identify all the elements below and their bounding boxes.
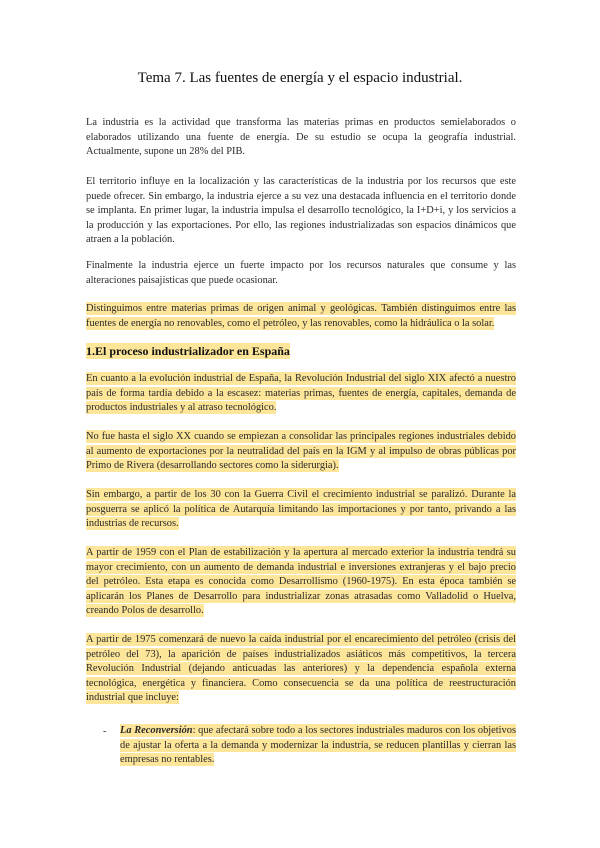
paragraph-section-5 — [86, 633, 516, 706]
paragraph-section-3 — [86, 488, 516, 532]
paragraph-section-2 — [86, 430, 516, 474]
bullet-item — [120, 724, 516, 768]
highlight: En cuanto a la evolución industrial de España, la Revolución Industrial del siglo XIX afectó a nuestro país de forma tardía debido a la escasez: materias primas, fuentes de energía, capitales, demanda de productos industriales y al atraso tecnológico. — [86, 373, 516, 414]
paragraph-intro-3: Finalmente la industria ejerce un fuerte impacto por los recursos naturales que consume y las alteraciones paisajísticas que puede ocasionar. — [86, 260, 516, 286]
bullet-dash: - — [103, 726, 107, 737]
bullet-body: : que afectará sobre todo a los sectores industriales maduros con los objetivos de ajustar la oferta a la demanda y modernizar la industria, se reducen plantillas y cierran las empresas no rentables. — [120, 725, 516, 766]
highlight: 1.El proceso industrializador en España — [86, 344, 290, 358]
paragraph-intro-1: La industria es la actividad que transforma las materias primas en productos semielaborados o elaborados utilizando una fuente de energía. De su estudio se ocupa la geografía industrial. Actualmente, supone un 28% del PIB. — [86, 117, 516, 158]
highlight: No fue hasta el siglo XX cuando se empiezan a consolidar las principales regiones industriales debido al aumento de exportaciones por la neutralidad del país en la IGM y al impulso de obras públicas por Primo de Rivera (desarrollando sectores como la siderurgia). — [86, 431, 516, 472]
page-title: Tema 7. Las fuentes de energía y el espacio industrial. — [137, 70, 463, 86]
highlight: A partir de 1959 con el Plan de estabilización y la apertura al mercado exterior la industria tendrá su mayor crecimiento, con un aumento de demanda industrial e inversiones extranjeras y el bajo precio del petróleo. Esta etapa es conocida como Desarrollismo (1960-1975). En esta época también se aplicarán los Planes de Desarrollo para industrializar zonas atrasadas como Valladolid o Huelva, creando Polos de desarrollo. — [86, 547, 516, 617]
highlight — [120, 724, 516, 766]
paragraph-intro-2: El territorio influye en la localización y las características de la industria por los recursos que este puede ofrecer. Sin embargo, la industria ejerce a su vez una destacada influencia en el territorio donde se implanta. En primer lugar, la industria impulsa el desarrollo tecnológico, la I+D+i, y los servicios a la producción y las exportaciones. Por ello, las regiones industrializadas son espacios dinámicos que atraen a la población. — [86, 176, 516, 246]
section-heading — [86, 344, 290, 359]
highlight: A partir de 1975 comenzará de nuevo la caída industrial por el encarecimiento del petróleo (crisis del petróleo del 73), la aparición de países industrializados asiáticos más competitivos, la tercera Revolución Industrial (dejando anticuadas las anteriores) y la dependencia española externa tecnológica, energética y financiera. Como consecuencia se da una política de reestructuración industrial que incluye: — [86, 634, 516, 704]
highlight: Sin embargo, a partir de los 30 con la Guerra Civil el crecimiento industrial se paralizó. Durante la posguerra se aplicó la política de Autarquía limitando las importaciones y por tanto, privando a las industrias de recursos. — [86, 489, 516, 530]
highlight: Distinguimos entre materias primas de origen animal y geológicas. También distinguimos entre las fuentes de energía no renovables, como el petróleo, y las renovables, como la hidráulica o la solar. — [86, 303, 516, 329]
bullet-term: La Reconversión — [120, 725, 193, 736]
paragraph-section-1 — [86, 372, 516, 416]
paragraph-section-4 — [86, 546, 516, 619]
paragraph-intro-4 — [86, 302, 516, 331]
